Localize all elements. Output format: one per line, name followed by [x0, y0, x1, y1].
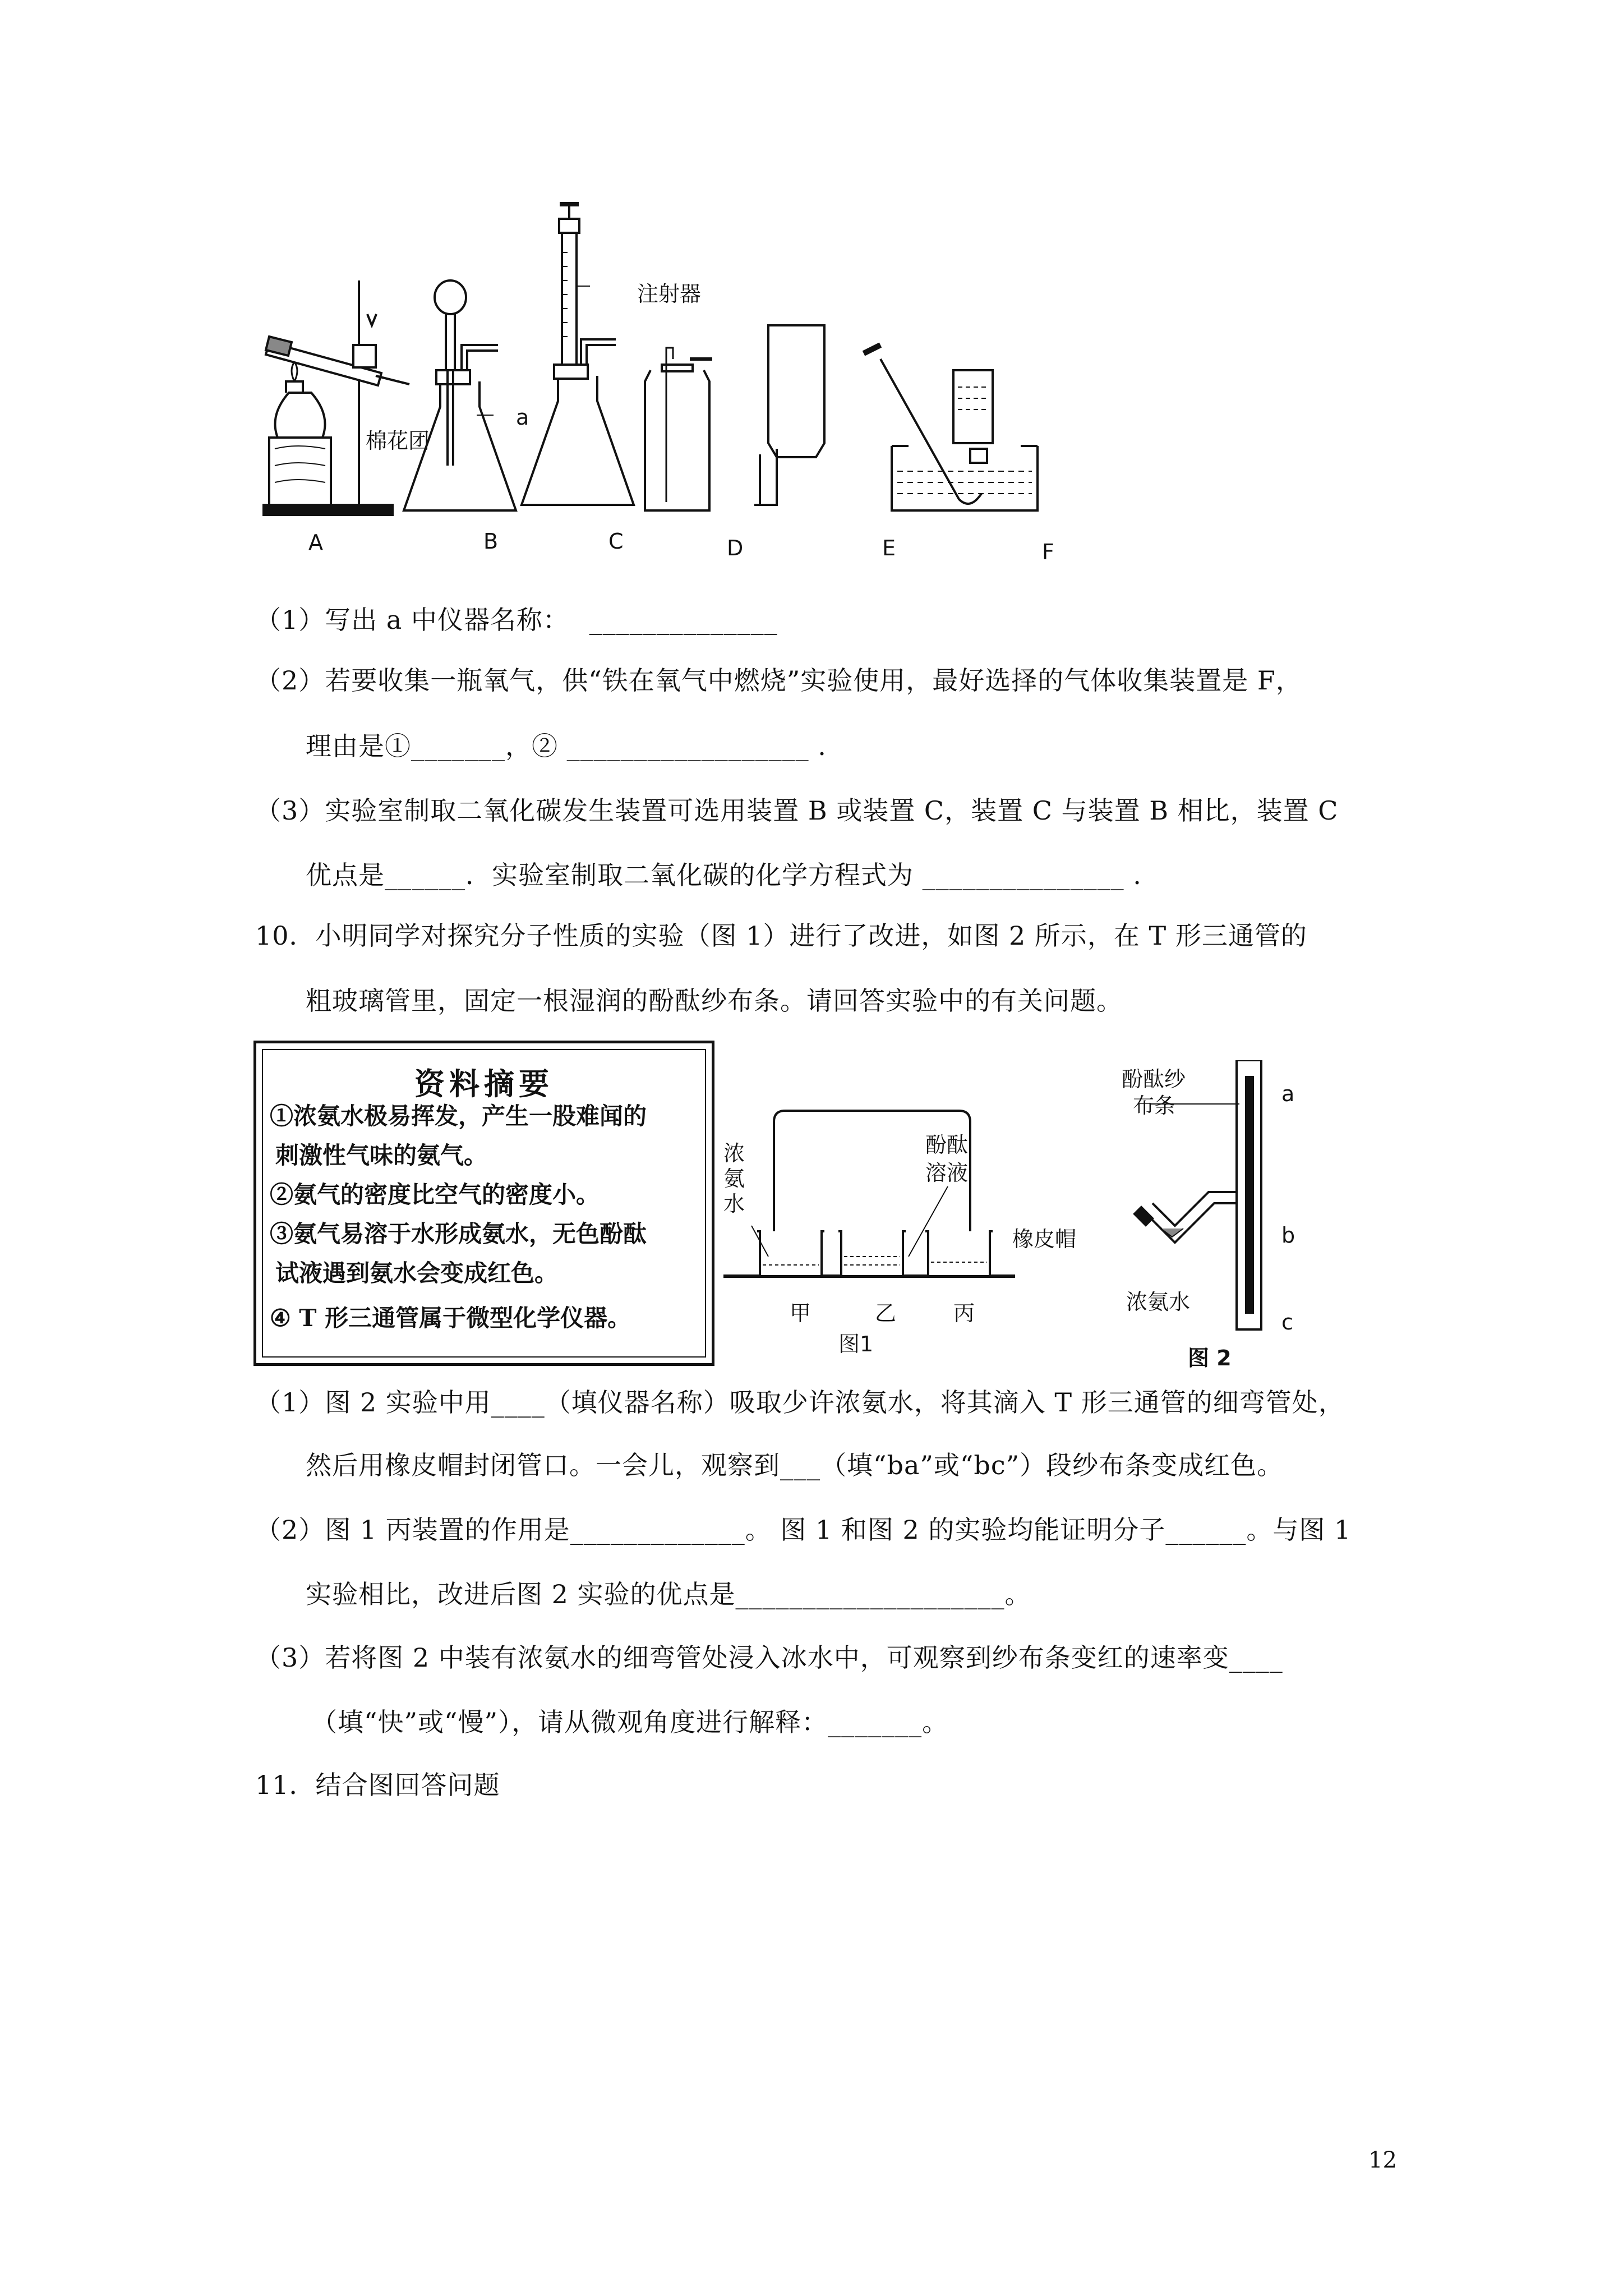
cotton-label: 棉花团	[366, 429, 430, 453]
fig1-caption: 图1	[838, 1332, 874, 1356]
apparatus-figure	[247, 202, 1122, 572]
fig2-gauze-label-2: 布条	[1133, 1093, 1176, 1118]
apparatus-d	[645, 348, 712, 510]
fig2-gauze-label-1: 酚酞纱	[1122, 1067, 1186, 1092]
q9-part3-line1: （3）实验室制取二氧化碳发生装置可选用装置 B 或装置 C，装置 C 与装置 B 相比，装置 C	[255, 795, 1339, 826]
label-e: E	[882, 536, 896, 560]
q9-part2-line1: （2）若要收集一瓶氧气，供“铁在氧气中燃烧”实验使用，最好选择的气体收集装置是 F，	[255, 665, 1302, 696]
label-f: F	[1042, 540, 1054, 564]
q10-part3-line2: （填“快”或“慢”），请从微观角度进行解释：_______。	[311, 1707, 949, 1737]
q9-part3-line2: 优点是______．实验室制取二氧化碳的化学方程式为 _______________ .	[306, 860, 1142, 890]
a-pointer-label: a	[516, 405, 529, 430]
fig1-ammonia-label-3: 水	[723, 1191, 745, 1216]
fig2-label-c: c	[1281, 1310, 1293, 1335]
syringe-label: 注射器	[637, 282, 702, 306]
label-d: D	[727, 536, 744, 560]
summary-item: 试液遇到氨水会变成红色。	[275, 1259, 559, 1287]
summary-item: ③氨气易溶于水形成氨水，无色酚酞	[270, 1220, 647, 1248]
q9-part1-blank: ______________	[589, 605, 778, 635]
q10-part1-line1: （1）图 2 实验中用____（填仪器名称）吸取少许浓氨水，将其滴入 T 形三通管的细弯管处，	[255, 1387, 1345, 1418]
fig1-phenol-label-1: 酚酞	[925, 1133, 969, 1157]
label-a: A	[308, 530, 323, 555]
apparatus-f	[864, 345, 1038, 510]
fig1-ammonia-label-1: 浓	[723, 1141, 745, 1166]
summary-item: ①浓氨水极易挥发，产生一股难闻的	[270, 1102, 647, 1130]
q10-part2-line2: 实验相比，改进后图 2 实验的优点是____________________。	[306, 1579, 1031, 1609]
fig2-ammonia-label: 浓氨水	[1126, 1290, 1191, 1314]
summary-title: 资料摘要	[414, 1066, 554, 1102]
summary-item: 刺激性气味的氨气。	[275, 1142, 488, 1169]
apparatus-b	[404, 280, 516, 510]
label-c: C	[608, 529, 624, 554]
fig2-caption: 图 2	[1188, 1346, 1232, 1370]
fig1-jia: 甲	[790, 1301, 811, 1326]
fig1-bing: 丙	[953, 1301, 975, 1326]
apparatus-c	[522, 202, 634, 505]
fig2-label-b: b	[1281, 1223, 1295, 1248]
summary-item: ④ T 形三通管属于微型化学仪器。	[270, 1304, 631, 1332]
apparatus-e	[754, 325, 824, 505]
label-b: B	[483, 529, 499, 554]
summary-item: ②氨气的密度比空气的密度小。	[270, 1181, 600, 1208]
fig2-label-a: a	[1281, 1082, 1295, 1106]
data-summary-box	[253, 1041, 714, 1366]
q10-part1-line2: 然后用橡皮帽封闭管口。一会儿，观察到___（填“ba”或“bc”）段纱布条变成红色。	[306, 1450, 1284, 1480]
fig2-cap-label: 橡皮帽	[1012, 1227, 1077, 1251]
page-number: 12	[1368, 2147, 1397, 2173]
q10-part3-line1: （3）若将图 2 中装有浓氨水的细弯管处浸入冰水中，可观察到纱布条变红的速率变____	[255, 1642, 1283, 1673]
fig1-ammonia-label-2: 氨	[723, 1166, 745, 1191]
apparatus-a	[264, 280, 409, 515]
q10-stem-line1: 10．小明同学对探究分子性质的实验（图 1）进行了改进，如图 2 所示，在 T 形三通管的	[255, 921, 1307, 951]
q10-stem-line2: 粗玻璃管里，固定一根湿润的酚酞纱布条。请回答实验中的有关问题。	[306, 986, 1123, 1016]
fig1-phenol-label-2: 溶液	[925, 1161, 969, 1185]
q10-part2-line1: （2）图 1 丙装置的作用是_____________。 图 1 和图 2 的实验均能证明分子______。与图 1	[255, 1515, 1352, 1545]
fig1-yi: 乙	[875, 1301, 897, 1326]
q9-part1: （1）写出 a 中仪器名称： ______________	[255, 605, 778, 635]
q11-stem: 11．结合图回答问题	[255, 1770, 500, 1800]
q9-part2-line2: 理由是①_______，② __________________ .	[306, 731, 827, 761]
